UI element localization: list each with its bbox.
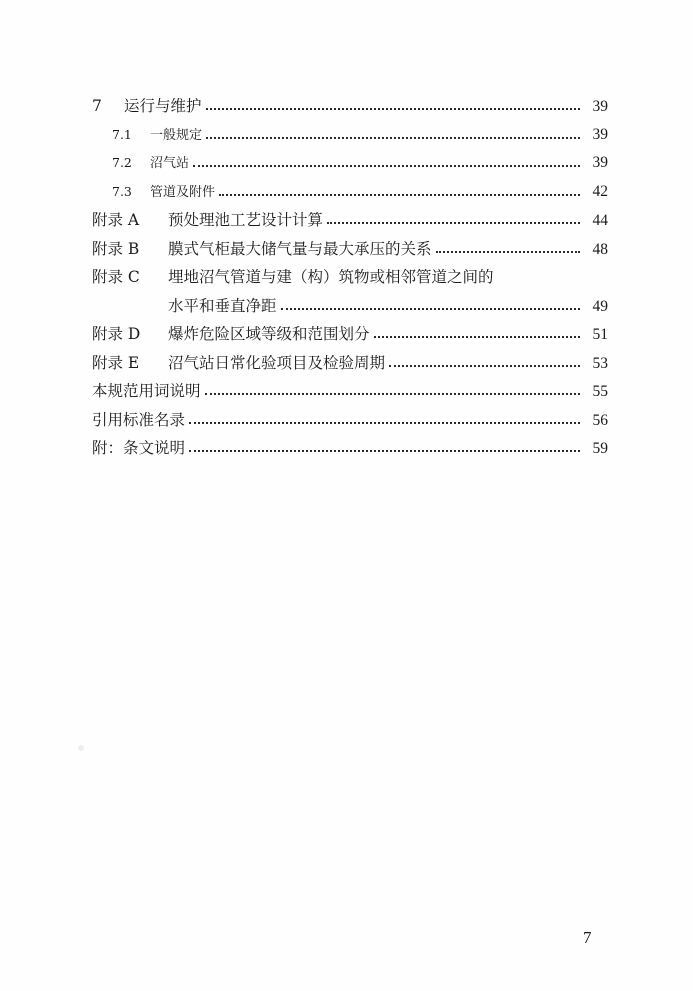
table-of-contents bbox=[92, 92, 608, 463]
leader-dots bbox=[206, 137, 580, 139]
toc-entry-notes[interactable] bbox=[92, 434, 608, 463]
toc-entry-section-7-2[interactable] bbox=[92, 149, 608, 178]
toc-entry-appendix-d[interactable] bbox=[92, 320, 608, 349]
toc-entry-number: 7.3 bbox=[112, 183, 132, 199]
toc-entry-chapter-7[interactable] bbox=[92, 92, 608, 121]
toc-entry-number: 7.1 bbox=[112, 126, 132, 142]
toc-entry-appendix-b[interactable] bbox=[92, 235, 608, 264]
toc-entry-appendix-c[interactable] bbox=[92, 263, 608, 292]
toc-entry-section-7-3[interactable] bbox=[92, 178, 608, 207]
toc-entry-title: 管道及附件 bbox=[150, 184, 216, 200]
leader-dots bbox=[281, 308, 580, 310]
leader-dots bbox=[374, 336, 580, 338]
toc-entry-page: 42 bbox=[592, 182, 608, 200]
toc-entry-title: 预处理池工艺设计计算 bbox=[168, 211, 324, 229]
toc-entry-appendix-e[interactable] bbox=[92, 349, 608, 378]
toc-entry-title: 一般规定 bbox=[150, 127, 203, 143]
toc-entry-page: 44 bbox=[592, 212, 608, 229]
toc-entry-section-7-1[interactable] bbox=[92, 121, 608, 150]
toc-entry-appendix-a[interactable] bbox=[92, 206, 608, 235]
toc-entry-title: 爆炸危险区域等级和范围划分 bbox=[168, 325, 370, 343]
page-number: 7 bbox=[583, 928, 592, 947]
toc-entry-title-line2: 水平和垂直净距 bbox=[168, 296, 277, 315]
toc-entry-appendix-c-continued[interactable] bbox=[92, 292, 608, 321]
toc-entry-number: 附录 A bbox=[92, 211, 140, 229]
toc-entry-title-line1: 埋地沼气管道与建（构）筑物或相邻管道之间的 bbox=[168, 268, 494, 286]
toc-entry-page: 39 bbox=[592, 154, 608, 171]
toc-entry-title: 本规范用词说明 bbox=[92, 382, 201, 400]
toc-entry-number: 附录 E bbox=[92, 353, 140, 372]
toc-entry-title: 运行与维护 bbox=[124, 97, 202, 115]
leader-dots bbox=[189, 422, 580, 424]
toc-entry-page: 39 bbox=[592, 125, 608, 143]
toc-entry-number: 附录 D bbox=[92, 325, 141, 343]
toc-entry-page: 56 bbox=[592, 411, 608, 429]
toc-entry-standards[interactable] bbox=[92, 406, 608, 435]
scan-speck bbox=[78, 745, 84, 751]
toc-entry-page: 48 bbox=[592, 240, 608, 258]
leader-dots bbox=[193, 165, 580, 167]
toc-entry-title: 膜式气柜最大储气量与最大承压的关系 bbox=[168, 239, 432, 258]
toc-entry-page: 49 bbox=[592, 297, 608, 315]
leader-dots bbox=[189, 450, 580, 452]
toc-entry-title: 引用标准名录 bbox=[92, 410, 186, 429]
toc-entry-page: 55 bbox=[592, 383, 608, 400]
toc-entry-page: 53 bbox=[592, 354, 608, 372]
toc-entry-page: 51 bbox=[592, 326, 608, 343]
toc-entry-number: 7.2 bbox=[112, 155, 132, 170]
toc-entry-page: 39 bbox=[592, 98, 608, 115]
leader-dots bbox=[219, 194, 580, 196]
leader-dots bbox=[327, 222, 580, 224]
toc-entry-title: 附：条文说明 bbox=[92, 439, 186, 457]
leader-dots bbox=[389, 365, 580, 367]
toc-entry-page: 59 bbox=[592, 440, 608, 457]
leader-dots bbox=[436, 251, 580, 253]
leader-dots bbox=[205, 393, 580, 395]
leader-dots bbox=[206, 108, 580, 110]
toc-entry-number: 7 bbox=[92, 97, 102, 115]
toc-entry-number: 附录 C bbox=[92, 268, 140, 286]
toc-entry-terms[interactable] bbox=[92, 377, 608, 406]
toc-entry-number: 附录 B bbox=[92, 239, 140, 258]
toc-entry-title: 沼气站日常化验项目及检验周期 bbox=[168, 353, 386, 372]
toc-entry-title: 沼气站 bbox=[150, 156, 190, 171]
